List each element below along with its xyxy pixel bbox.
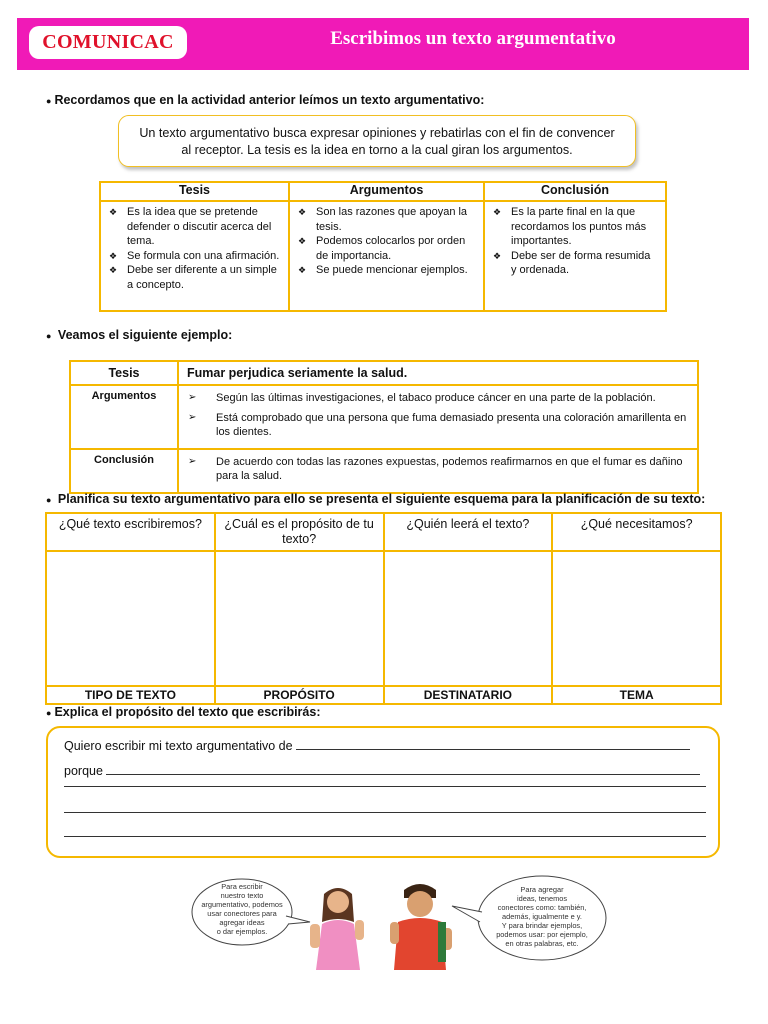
list-item: ➢ Según las últimas investigaciones, el tabaco produce cáncer en una parte de la población. (188, 392, 656, 404)
children-illustration (190, 872, 610, 972)
arrow-bullet-icon: ➢ (188, 412, 197, 423)
example-tesis-value: Fumar perjudica seriamente la salud. (178, 361, 698, 385)
writing-box (46, 726, 720, 858)
answer-tema-cell[interactable] (552, 551, 721, 686)
header-tesis: Tesis (100, 182, 289, 201)
definition-box (118, 115, 636, 167)
question-tema: ¿Qué necesitamos? (552, 513, 721, 551)
section1-intro: ● Recordamos que en la actividad anterior leímos un texto argumentativo: (46, 93, 485, 107)
bullet-icon: ● (46, 707, 52, 718)
list-item: ➢ Está comprobado que una persona que fuma demasiado presenta una coloración amarillenta en los dientes. (188, 412, 687, 438)
blank-line[interactable] (64, 786, 706, 787)
list-item: ❖ Podemos colocarlos por orden de importancia. (298, 235, 466, 262)
question-destinatario: ¿Quién leerá el texto? (384, 513, 553, 551)
diamond-bullet-icon: ❖ (298, 265, 307, 276)
answer-destinatario-cell[interactable] (384, 551, 553, 686)
planning-table (45, 512, 722, 705)
svg-text:o dar ejemplos.: o dar ejemplos. (216, 927, 268, 936)
header-conclusion: Conclusión (484, 182, 666, 201)
arrow-bullet-icon: ➢ (188, 456, 197, 467)
list-item: ❖ Debe ser de forma resumida y ordenada. (493, 249, 651, 277)
definition-line-2: al receptor. La tesis es la idea en torno a la cual giran los argumentos. (181, 143, 573, 157)
answer-proposito-cell[interactable] (215, 551, 384, 686)
blank-line[interactable] (64, 836, 706, 837)
section3-intro: ● Planifica su texto argumentativo para ello se presenta el siguiente esquema para la planificación de su texto: (46, 492, 706, 506)
conclusion-cell (484, 201, 666, 311)
definition-line-1: Un texto argumentativo busca expresar opiniones y rebatirlas con el fin de convencer (139, 126, 615, 140)
girl-figure (310, 888, 364, 970)
header-argumentos: Argumentos (289, 182, 484, 201)
svg-text:Para escribir: Para escribir (221, 882, 263, 891)
list-item: ➢ De acuerdo con todas las razones expuestas, podemos reafirmarnos en que el fumar es dañino para la salud. (188, 456, 683, 482)
page-title: Escribimos un texto argumentativo (330, 28, 616, 49)
diamond-bullet-icon: ❖ (109, 265, 118, 276)
example-argumentos-label: Argumentos (70, 385, 178, 449)
svg-text:usar conectores para: usar conectores para (207, 909, 277, 918)
footer-tipo: TIPO DE TEXTO (46, 686, 215, 704)
section2-intro: ● Veamos el siguiente ejemplo: (46, 328, 233, 342)
diamond-bullet-icon: ❖ (298, 207, 307, 217)
tesis-cell (100, 201, 289, 311)
question-tipo: ¿Qué texto escribiremos? (46, 513, 215, 551)
page-header (17, 18, 749, 70)
list-item: ❖ Es la idea que se pretende defender o discutir acerca del tema. (109, 206, 272, 248)
diamond-bullet-icon: ❖ (493, 250, 502, 261)
diamond-bullet-icon: ❖ (298, 236, 307, 247)
blank-line[interactable] (106, 763, 700, 775)
writing-line-2: porque (64, 763, 700, 778)
svg-text:además, igualmente e y.: además, igualmente e y. (502, 912, 582, 921)
boy-figure (390, 884, 452, 970)
question-proposito: ¿Cuál es el propósito de tu texto? (215, 513, 384, 551)
subject-badge: COMUNICAC (29, 26, 187, 59)
blank-line[interactable] (64, 812, 706, 813)
diamond-bullet-icon: ❖ (109, 207, 118, 217)
svg-text:podemos usar: por ejemplo,: podemos usar: por ejemplo, (496, 930, 588, 939)
example-argumentos-cell (178, 385, 698, 449)
list-item: ❖ Es la parte final en la que recordamos los puntos más importantes. (493, 206, 647, 248)
svg-text:nuestro texto: nuestro texto (220, 891, 264, 900)
list-item: ❖ Debe ser diferente a un simple a concepto. (109, 264, 277, 291)
svg-text:en otras palabras, etc.: en otras palabras, etc. (505, 939, 579, 948)
svg-text:Para agregar: Para agregar (520, 885, 564, 894)
svg-text:agregar ideas: agregar ideas (219, 918, 265, 927)
concepts-table (99, 181, 667, 312)
list-item: ❖ Se puede mencionar ejemplos. (298, 264, 468, 277)
list-item: ❖ Se formula con una afirmación. (109, 249, 280, 262)
svg-text:conectores como: también,: conectores como: también, (497, 903, 587, 912)
bullet-icon: ● (46, 494, 52, 505)
writing-line-1: Quiero escribir mi texto argumentativo de (64, 738, 690, 753)
svg-text:Y para brindar ejemplos,: Y para brindar ejemplos, (501, 921, 583, 930)
argumentos-cell (289, 201, 484, 311)
arrow-bullet-icon: ➢ (188, 392, 197, 403)
list-item: ❖ Son las razones que apoyan la tesis. (298, 206, 468, 233)
svg-text:ideas, tenemos: ideas, tenemos (516, 894, 568, 903)
example-table (69, 360, 699, 494)
svg-text:argumentativo, podemos: argumentativo, podemos (201, 900, 283, 909)
example-tesis-label: Tesis (70, 361, 178, 385)
section4-intro: ● Explica el propósito del texto que escribirás: (46, 705, 321, 719)
bullet-icon: ● (46, 95, 52, 106)
diamond-bullet-icon: ❖ (109, 250, 118, 261)
blank-line[interactable] (296, 738, 690, 750)
footer-tema: TEMA (552, 686, 721, 704)
diamond-bullet-icon: ❖ (493, 207, 502, 217)
footer-destinatario: DESTINATARIO (384, 686, 553, 704)
example-conclusion-cell (178, 449, 698, 493)
bullet-icon: ● (46, 330, 52, 341)
example-conclusion-label: Conclusión (70, 449, 178, 493)
answer-tipo-cell[interactable] (46, 551, 215, 686)
footer-proposito: PROPÓSITO (215, 686, 384, 704)
